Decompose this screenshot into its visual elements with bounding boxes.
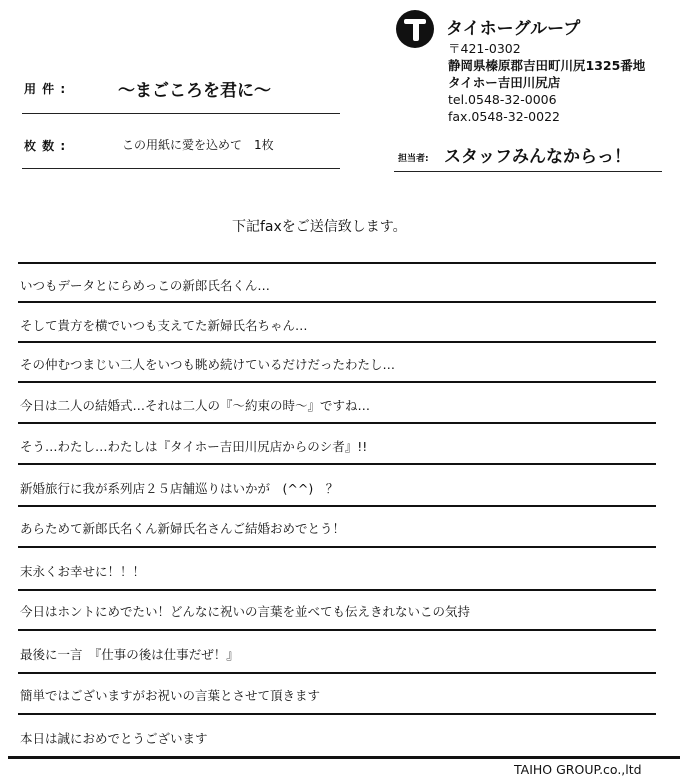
message-line: いつもデータとにらめっこの新郎氏名くん… bbox=[20, 278, 270, 293]
rule bbox=[18, 381, 656, 383]
message-line: 末永くお幸せに！！！ bbox=[20, 564, 146, 579]
rule bbox=[18, 341, 656, 343]
message-line: 簡単ではございますがお祝いの言葉とさせて頂きます bbox=[20, 688, 321, 703]
message-line: あらためて新郎氏名くん新婦氏名さんご結婚おめでとう！ bbox=[20, 521, 346, 536]
staff-value: スタッフみんなからっ！ bbox=[444, 147, 631, 167]
message-line: 今日はホントにめでたい！どんなに祝いの言葉を並べても伝えきれないこの気持 bbox=[20, 604, 471, 619]
subject-label: 用 件 : bbox=[24, 82, 67, 96]
fax-number: fax.0548-32-0022 bbox=[448, 109, 560, 124]
staff-label: 担当者: bbox=[398, 154, 429, 164]
rule bbox=[18, 422, 656, 424]
rule bbox=[18, 672, 656, 674]
rule-top bbox=[18, 262, 656, 264]
tel-number: tel.0548-32-0006 bbox=[448, 92, 557, 107]
footer-company: TAIHO GROUP.co.,ltd bbox=[514, 762, 642, 777]
company-address-block bbox=[448, 40, 645, 125]
rule bbox=[18, 301, 656, 303]
rule bbox=[18, 713, 656, 715]
logo-t-stem bbox=[413, 19, 419, 41]
company-name: タイホーグループ bbox=[446, 19, 581, 39]
send-heading: 下記faxをご送信致します。 bbox=[232, 219, 407, 235]
message-line: その仲むつまじい二人をいつも眺め続けているだけだったわたし… bbox=[20, 357, 396, 372]
rule bbox=[18, 505, 656, 507]
count-underline bbox=[22, 168, 340, 169]
subject-value: 〜まごころを君に〜 bbox=[118, 81, 271, 101]
staff-underline bbox=[394, 171, 662, 172]
message-line: 最後に一言 『仕事の後は仕事だぜ！』 bbox=[20, 647, 239, 662]
rule-bottom bbox=[8, 756, 680, 759]
message-line: 本日は誠におめでとうございます bbox=[20, 731, 208, 746]
message-line: そう…わたし…わたしは『タイホー吉田川尻店からのシ者』!! bbox=[20, 439, 368, 454]
rule bbox=[18, 629, 656, 631]
message-line: 新婚旅行に我が系列店２５店舗巡りはいかが (^^) ？ bbox=[20, 481, 339, 496]
message-line: そして貴方を横でいつも支えてた新婦氏名ちゃん… bbox=[20, 318, 308, 333]
count-value: この用紙に愛を込めて 1枚 bbox=[122, 138, 274, 152]
rule bbox=[18, 463, 656, 465]
rule bbox=[18, 589, 656, 591]
postal-code: 〒421-0302 bbox=[448, 41, 521, 56]
count-label: 枚 数 : bbox=[24, 139, 67, 153]
message-line: 今日は二人の結婚式…それは二人の『〜約束の時〜』ですね… bbox=[20, 398, 371, 413]
subject-underline bbox=[22, 113, 340, 114]
branch-name: タイホー吉田川尻店 bbox=[448, 75, 561, 90]
rule bbox=[18, 546, 656, 548]
street-address: 静岡県榛原郡吉田町川尻1325番地 bbox=[448, 58, 646, 73]
